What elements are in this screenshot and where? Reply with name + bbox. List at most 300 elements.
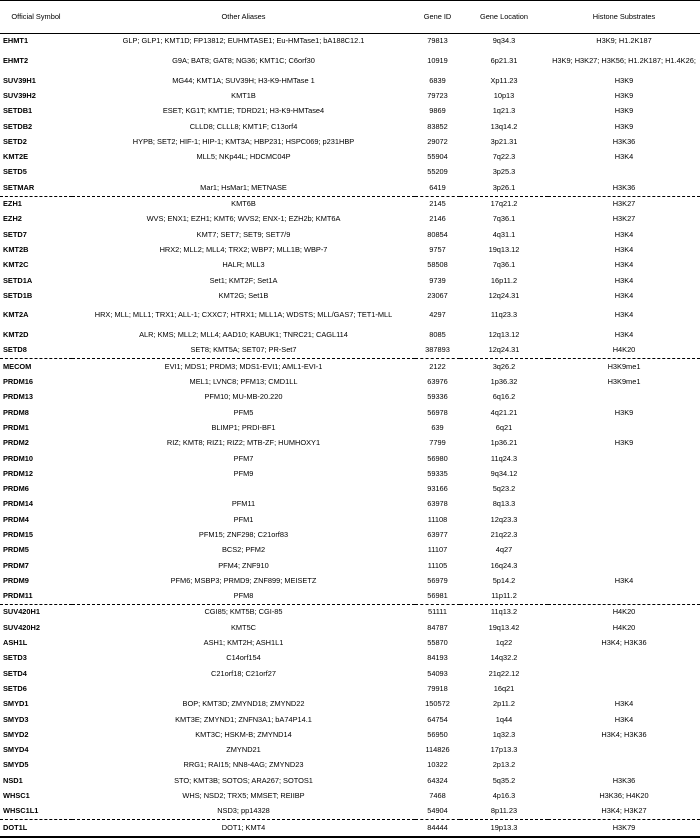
histone-substrates — [548, 512, 700, 527]
gene-symbol: EZH2 — [3, 214, 22, 224]
gene-aliases: PFM9 — [233, 468, 254, 478]
gene-id: 8085 — [429, 330, 446, 340]
gene-location: 7q36.1 — [492, 214, 516, 224]
gene-aliases: PFM1 — [233, 514, 254, 524]
table-row — [0, 49, 700, 73]
gene-aliases: BLIMP1; PRDI-BF1 — [211, 422, 276, 432]
histone-substrates: H3K9me1 — [607, 377, 641, 387]
table-row — [0, 820, 700, 837]
gene-location: 1q32.3 — [492, 729, 516, 739]
histone-substrates: H3K9 — [614, 121, 634, 131]
histone-substrates — [548, 666, 700, 681]
table-row — [0, 697, 700, 712]
gene-symbol: SUV39H1 — [3, 75, 36, 85]
table-row — [0, 620, 700, 635]
table-row — [0, 512, 700, 527]
gene-aliases: HYPB; SET2; HIF-1; HIP-1; KMT3A; HBP231; HSPC069; p231HBP — [132, 136, 355, 146]
histone-substrates: H3K9 — [614, 75, 634, 85]
gene-id: 23067 — [427, 290, 448, 300]
gene-symbol: PRDM2 — [3, 438, 29, 448]
gene-aliases: PFM10; MU-MB-20.220 — [204, 392, 283, 402]
gene-aliases: BOP; KMT3D; ZMYND18; ZMYND22 — [182, 699, 305, 709]
gene-symbol: SETD1A — [3, 275, 33, 285]
gene-symbol: WHSC1 — [3, 791, 30, 801]
gene-id: 56979 — [427, 575, 448, 585]
table-row — [0, 466, 700, 481]
table-row — [0, 636, 700, 651]
histone-substrates: H3K79 — [548, 820, 700, 837]
table-row — [0, 343, 700, 359]
gene-symbol: SUV420H1 — [0, 605, 72, 621]
table-row — [0, 273, 700, 288]
gene-aliases: WVS; ENX1; EZH1; KMT6; WVS2; ENX-1; EZH2b; KMT6A — [146, 214, 341, 224]
gene-id: 56978 — [427, 407, 448, 417]
table-row — [0, 150, 700, 165]
histone-substrates: H3K36 — [612, 136, 636, 146]
table-row — [0, 682, 700, 697]
table-row — [0, 304, 700, 328]
gene-location: 19q13.42 — [488, 622, 520, 632]
gene-location: 21q22.3 — [490, 530, 518, 539]
gene-aliases: DOT1; KMT4 — [72, 820, 415, 837]
gene-location: 11q13.2 — [460, 605, 548, 621]
histone-substrates: H3K4; H3K36 — [601, 729, 647, 739]
gene-aliases: RRG1; RAI15; NN8-4AG; ZMYND23 — [183, 760, 304, 770]
gene-aliases: KMT6B — [72, 196, 415, 212]
gene-aliases: KMT5C — [230, 622, 257, 632]
gene-location: 4q31.1 — [492, 229, 516, 239]
histone-substrates — [548, 543, 700, 558]
gene-location: 16q21 — [493, 683, 515, 693]
histone-substrates — [548, 451, 700, 466]
gene-symbol: KMT2B — [3, 244, 29, 254]
histone-substrates — [548, 497, 700, 512]
gene-id: 79918 — [427, 683, 448, 693]
gene-id: 6419 — [429, 182, 446, 192]
gene-symbol: SETMAR — [3, 182, 35, 192]
gene-id: 2145 — [415, 196, 460, 212]
gene-aliases: SET8; KMT5A; SET07; PR-Set7 — [190, 345, 297, 355]
gene-location: 13q14.2 — [490, 121, 518, 131]
histone-substrates: H3K4 — [614, 310, 634, 320]
histone-substrates: H3K4; H3K36 — [601, 638, 647, 648]
gene-aliases: PFM7 — [233, 453, 254, 463]
gene-id: 93166 — [427, 484, 448, 494]
table-row — [0, 134, 700, 149]
gene-symbol: PRDM14 — [3, 499, 33, 509]
gene-symbol: SETD3 — [3, 653, 27, 663]
gene-location: 12q24.31 — [488, 290, 520, 300]
gene-location: 5q35.2 — [492, 775, 516, 785]
gene-symbol: SUV39H2 — [3, 90, 36, 100]
table-row — [0, 227, 700, 242]
gene-aliases — [72, 682, 415, 697]
gene-location: 6q16.2 — [492, 392, 516, 402]
gene-symbol: SUV420H2 — [3, 622, 40, 632]
header-other-aliases: Other Aliases — [72, 1, 415, 34]
gene-symbol: PRDM6 — [3, 484, 29, 494]
gene-aliases: G9A; BAT8; GAT8; NG36; KMT1C; C6orf30 — [172, 56, 315, 66]
gene-aliases: CLLD8; CLLL8; KMT1F; C13orf4 — [189, 121, 298, 131]
gene-id: 54904 — [427, 806, 448, 816]
gene-symbol: SMYD2 — [3, 729, 29, 739]
gene-aliases: PFM11 — [231, 499, 256, 509]
gene-location: 8q13.3 — [492, 499, 516, 509]
gene-id: 84193 — [427, 653, 448, 663]
gene-aliases: KMT3E; ZMYND1; ZNFN3A1; bA74P14.1 — [175, 714, 312, 724]
gene-location: 12q23.3 — [490, 514, 518, 524]
table-row — [0, 589, 700, 605]
histone-substrates: H4K20 — [612, 345, 636, 355]
table-row — [0, 773, 700, 788]
histone-substrates: H3K4 — [614, 275, 634, 285]
table-row — [0, 605, 700, 621]
gene-aliases: STO; KMT3B; SOTOS; ARA267; SOTOS1 — [174, 775, 313, 785]
gene-location: 12q13.12 — [488, 330, 520, 340]
gene-location: 16p11.2 — [490, 275, 518, 285]
gene-aliases: MEL1; LVNC8; PFM13; CMD1LL — [189, 377, 298, 387]
gene-aliases: HRX2; MLL2; MLL4; TRX2; WBP7; MLL1B; WBP-7 — [159, 244, 328, 254]
table-header — [0, 1, 700, 34]
gene-aliases: GLP; GLP1; KMT1D; FP13812; EUHMTASE1; Eu-HMTase1; bA188C12.1 — [122, 36, 365, 46]
gene-symbol: PRDM16 — [3, 377, 33, 387]
gene-aliases: MLL5; NKp44L; HDCMC04P — [196, 152, 291, 162]
table-row — [0, 574, 700, 589]
gene-symbol: SETD1B — [3, 290, 33, 300]
gene-id: 7468 — [429, 791, 446, 801]
table-row — [0, 390, 700, 405]
histone-substrates: H3K4 — [614, 290, 634, 300]
table-row — [0, 288, 700, 303]
histone-substrates: H3K4 — [614, 152, 634, 162]
gene-symbol: DOT1L — [0, 820, 72, 837]
gene-id: 387893 — [425, 345, 450, 355]
gene-location: 11q23.3 — [490, 310, 518, 320]
histone-substrates: H3K27 — [548, 196, 700, 212]
histone-substrates: H3K4 — [614, 260, 634, 270]
gene-symbol: ASH1L — [3, 638, 28, 648]
gene-location: 1q44 — [495, 714, 513, 724]
gene-location: 12q24.31 — [488, 345, 520, 355]
histone-substrates: H3K4; H3K27 — [601, 806, 647, 816]
gene-id: 63978 — [427, 499, 448, 509]
histone-substrates: H4K20 — [612, 622, 636, 632]
histone-substrates: H3K4 — [614, 229, 634, 239]
histone-substrates — [548, 682, 700, 697]
gene-symbol: SETD5 — [3, 167, 27, 177]
gene-id: 55904 — [427, 152, 448, 162]
gene-aliases: PFM4; ZNF910 — [218, 560, 269, 570]
gene-location: 19p13.3 — [460, 820, 548, 837]
gene-aliases: KMT7; SET7; SET9; SET7/9 — [196, 229, 291, 239]
gene-location: 5q23.2 — [492, 484, 516, 494]
table-row — [0, 436, 700, 451]
gene-id: 63977 — [427, 530, 448, 539]
gene-aliases: KMT3C; HSKM-B; ZMYND14 — [195, 729, 292, 739]
histone-substrates: H3K9 — [614, 106, 634, 116]
gene-id: 2122 — [415, 359, 460, 375]
table-row — [0, 359, 700, 375]
histone-substrates — [548, 390, 700, 405]
histone-substrates — [548, 743, 700, 758]
header-row — [0, 1, 700, 34]
gene-aliases: PFM6; MSBP3; PRMD9; ZNF899; MEISETZ — [170, 575, 317, 585]
histone-substrates: H3K36 — [612, 775, 636, 785]
gene-symbol: SMYD4 — [3, 745, 29, 755]
table-body — [0, 34, 700, 837]
histone-substrates: H3K4 — [614, 244, 634, 254]
gene-id: 59336 — [427, 392, 448, 402]
gene-aliases: ASH1; KMT2H; ASH1L1 — [203, 638, 284, 648]
histone-substrates — [548, 466, 700, 481]
gene-aliases: C14orf154 — [226, 653, 261, 663]
histone-substrates — [548, 758, 700, 773]
table-row — [0, 258, 700, 273]
gene-id: 59335 — [427, 468, 448, 478]
gene-symbol: PRDM10 — [3, 453, 33, 463]
table-row — [0, 89, 700, 104]
table-row — [0, 497, 700, 512]
table-row — [0, 758, 700, 773]
gene-id: 56950 — [427, 729, 448, 739]
histone-substrates — [548, 421, 700, 436]
gene-location: 3q26.2 — [460, 359, 548, 375]
gene-id: 84444 — [415, 820, 460, 837]
gene-location: 5p14.2 — [492, 575, 516, 585]
gene-id: 10322 — [427, 760, 448, 770]
gene-symbol: EHMT2 — [3, 56, 29, 66]
histone-substrates — [548, 165, 700, 180]
gene-aliases: PFM5 — [233, 407, 254, 417]
gene-id: 63976 — [427, 377, 448, 387]
gene-aliases: HRX; MLL; MLL1; TRX1; ALL-1; CXXC7; HTRX1; MLL1A; WDSTS; MLL/GAS7; TET1-MLL — [94, 310, 393, 320]
gene-id: 11105 — [427, 560, 448, 570]
gene-location: 8p11.23 — [490, 806, 518, 816]
table-row — [0, 180, 700, 196]
table-row — [0, 666, 700, 681]
table-row — [0, 405, 700, 420]
gene-location: 16q24.3 — [490, 560, 518, 570]
gene-id: 79813 — [427, 36, 448, 46]
gene-aliases: ESET; KG1T; KMT1E; TDRD21; H3-K9-HMTase4 — [162, 106, 325, 116]
gene-id: 7799 — [429, 438, 446, 448]
gene-aliases: EVI1; MDS1; PRDM3; MDS1-EVI1; AML1-EVI-1 — [72, 359, 415, 375]
histone-substrates: H3K9; H1.2K187 — [596, 36, 652, 46]
gene-aliases: WHS; NSD2; TRX5; MMSET; REIIBP — [182, 791, 305, 801]
gene-id: 114826 — [425, 745, 450, 755]
gene-symbol: PRDM15 — [3, 530, 33, 539]
gene-location: 21q22.12 — [488, 668, 520, 678]
gene-location: 9q34.12 — [490, 468, 518, 478]
gene-aliases: MG44; KMT1A; SUV39H; H3-K9-HMTase 1 — [172, 75, 315, 85]
table-row — [0, 328, 700, 343]
gene-id: 9869 — [429, 106, 446, 116]
gene-id: 64324 — [427, 775, 448, 785]
gene-location: 10p13 — [493, 90, 515, 100]
gene-id: 6839 — [429, 75, 446, 85]
table-row — [0, 727, 700, 742]
histone-substrates: H3K9 — [614, 90, 634, 100]
histone-substrates: H3K4 — [614, 714, 634, 724]
histone-substrates — [548, 651, 700, 666]
gene-location: 4q21.21 — [490, 407, 518, 417]
gene-symbol: PRDM5 — [3, 545, 29, 555]
gene-location: 7q36.1 — [492, 260, 516, 270]
gene-symbol: SMYD1 — [3, 699, 29, 709]
gene-id: 56981 — [427, 591, 448, 601]
gene-id: 29072 — [427, 136, 448, 146]
gene-id: 9757 — [429, 244, 446, 254]
gene-aliases: KMT2G; Set1B — [218, 290, 269, 300]
histone-substrates: H3K9 — [614, 438, 634, 448]
gene-location: Xp11.23 — [490, 75, 518, 85]
gene-symbol: SETD8 — [3, 345, 27, 355]
gene-aliases: KMT1B — [231, 90, 256, 100]
table-row — [0, 804, 700, 820]
gene-location: 6q21 — [495, 422, 513, 432]
gene-location: 17q21.2 — [460, 196, 548, 212]
table-row — [0, 119, 700, 134]
gene-id: 10919 — [427, 56, 448, 66]
gene-location: 17p13.3 — [490, 745, 518, 755]
gene-symbol: SETDB2 — [3, 121, 33, 131]
gene-aliases: Set1; KMT2F; Set1A — [209, 275, 278, 285]
histone-substrates — [548, 482, 700, 497]
table-row — [0, 712, 700, 727]
gene-id: 2146 — [429, 214, 446, 224]
table-row — [0, 528, 700, 543]
gene-id: 83852 — [427, 121, 448, 131]
table-row — [0, 558, 700, 573]
gene-aliases — [72, 165, 415, 180]
table-row — [0, 73, 700, 88]
gene-symbol: MECOM — [0, 359, 72, 375]
table-row — [0, 743, 700, 758]
table-row — [0, 375, 700, 390]
gene-aliases: PFM8 — [233, 591, 254, 601]
histone-substrates: H3K4 — [614, 699, 634, 709]
gene-location: 7q22.3 — [492, 152, 516, 162]
gene-symbol: SETD2 — [3, 136, 27, 146]
gene-id: 4297 — [429, 310, 446, 320]
gene-id: 55870 — [427, 638, 448, 648]
gene-location: 3p21.31 — [490, 136, 518, 146]
gene-symbol: KMT2E — [3, 152, 29, 162]
gene-location: 9q34.3 — [492, 36, 516, 46]
gene-aliases: CGI85; KMT5B; CGI-85 — [72, 605, 415, 621]
gene-symbol: PRDM11 — [3, 591, 33, 601]
table-row — [0, 212, 700, 227]
histone-substrates: H3K9 — [614, 407, 634, 417]
histone-substrates — [548, 528, 700, 543]
gene-id: 639 — [431, 422, 444, 432]
gene-symbol: WHSC1L1 — [3, 806, 39, 816]
histone-substrates: H3K27 — [612, 214, 636, 224]
gene-location: 1q22 — [495, 638, 513, 648]
table-row — [0, 451, 700, 466]
histone-substrates: H3K4 — [614, 330, 634, 340]
gene-location: 14q32.2 — [490, 653, 518, 663]
histone-substrates: H3K36 — [612, 182, 636, 192]
gene-aliases: NSD3; pp14328 — [217, 806, 270, 816]
gene-symbol: PRDM13 — [3, 392, 33, 402]
gene-symbol: KMT2C — [3, 260, 29, 270]
table-row — [0, 165, 700, 180]
gene-id: 84787 — [427, 622, 448, 632]
gene-aliases: RIZ; KMT8; RIZ1; RIZ2; MTB-ZF; HUMHOXY1 — [166, 438, 321, 448]
gene-aliases: C21orf18; C21orf27 — [211, 668, 276, 678]
header-gene-location: Gene Location — [460, 1, 548, 34]
table-row — [0, 34, 700, 50]
gene-location: 3p26.1 — [492, 182, 516, 192]
gene-symbol: PRDM12 — [3, 468, 33, 478]
gene-id: 9739 — [429, 275, 446, 285]
gene-aliases: BCS2; PFM2 — [221, 545, 266, 555]
gene-aliases: ZMYND21 — [226, 745, 261, 755]
gene-symbol: SMYD5 — [3, 760, 29, 770]
gene-location: 19q13.12 — [488, 244, 520, 254]
histone-substrates: H3K9; H3K27; H3K56; H1.2K187; H1.4K26; — [552, 56, 696, 66]
gene-id: 11108 — [427, 514, 448, 524]
histone-substrates: H3K9me1 — [548, 359, 700, 375]
gene-symbol: PRDM4 — [3, 514, 29, 524]
gene-id: 80854 — [427, 229, 448, 239]
table-row — [0, 243, 700, 258]
histone-substrates: H4K20 — [548, 605, 700, 621]
histone-substrates: H3K36; H4K20 — [599, 791, 649, 801]
gene-location: 2p11.2 — [492, 699, 516, 709]
gene-location: 1q21.3 — [492, 106, 516, 116]
gene-location: 11p11.2 — [491, 591, 517, 601]
gene-symbol: NSD1 — [3, 775, 23, 785]
gene-aliases: Mar1; HsMar1; METNASE — [200, 182, 287, 192]
gene-symbol: SETD7 — [3, 229, 27, 239]
gene-location: 2p13.2 — [492, 760, 516, 770]
gene-location: 3p25.3 — [492, 167, 516, 177]
gene-location: 1p36.21 — [490, 438, 518, 448]
gene-symbol: KMT2D — [3, 330, 29, 340]
gene-symbol: EHMT1 — [3, 36, 29, 46]
gene-symbol: SMYD3 — [3, 714, 29, 724]
gene-aliases — [72, 482, 415, 497]
gene-symbol: PRDM8 — [3, 407, 29, 417]
gene-symbol: KMT2A — [3, 310, 29, 320]
table-row — [0, 651, 700, 666]
gene-symbol: PRDM9 — [3, 575, 29, 585]
header-official-symbol: Official Symbol — [0, 1, 72, 34]
table-row — [0, 196, 700, 212]
gene-symbol: PRDM7 — [3, 560, 29, 570]
header-gene-id: Gene ID — [415, 1, 460, 34]
gene-symbol: PRDM1 — [3, 422, 29, 432]
table-row — [0, 789, 700, 804]
table-row — [0, 482, 700, 497]
gene-symbol: SETD4 — [3, 668, 27, 678]
gene-id: 150572 — [425, 699, 450, 709]
gene-symbol: SETD6 — [3, 683, 27, 693]
gene-symbol: SETDB1 — [3, 106, 33, 116]
gene-location: 11q24.3 — [490, 453, 518, 463]
gene-location: 4p16.3 — [492, 791, 516, 801]
table-row — [0, 543, 700, 558]
gene-location: 4q27 — [495, 545, 513, 555]
gene-id: 54093 — [427, 668, 448, 678]
gene-id: 58508 — [427, 260, 448, 270]
gene-id: 55209 — [427, 167, 448, 177]
gene-id: 64754 — [427, 714, 448, 724]
gene-location: 1p36.32 — [490, 377, 518, 387]
gene-id: 79723 — [427, 90, 448, 100]
